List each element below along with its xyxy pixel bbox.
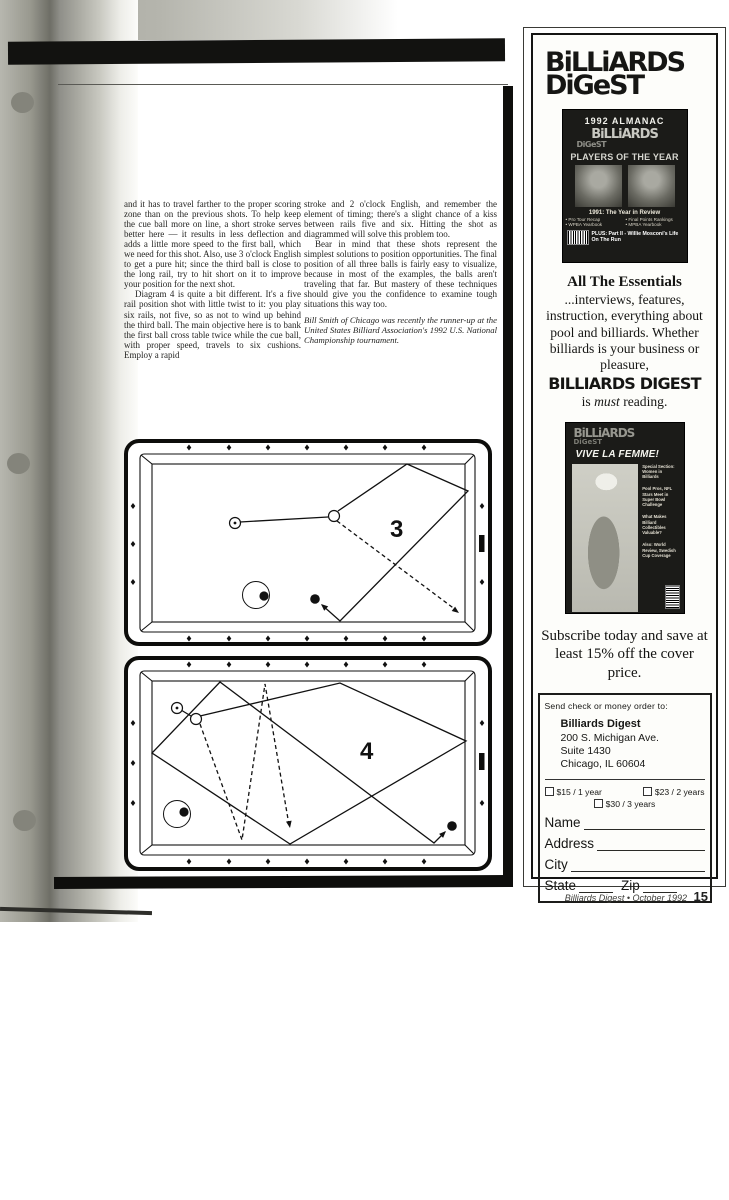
almanac-bullet: • Final Points Rankings <box>625 217 673 223</box>
article-paragraph: stroke and 2 o'clock English, and remember the element of timing; there's a slight chance of a kiss between rails five and six. Hitting the shot as diagrammed will solve this problem too. <box>304 199 497 240</box>
almanac-plus-line: PLUS: Part II - Willie Mosconi's Life On The Run <box>591 230 679 243</box>
address-line: 200 S. Michigan Ave. <box>560 731 659 744</box>
city-label: City <box>544 856 568 872</box>
almanac-header: 1992 ALMANAC <box>584 116 665 127</box>
diagram-number: 3 <box>390 516 404 543</box>
article-paragraph: and it has to travel farther to the proper scoring zone than on the previous shots. To help keep the cue ball more on line, a short stroke serves better here — it results in less deflection and adds a little more speed to the first ball, which we need for this shot. Also, use 3 o'clock English to get a pure hit; since the third ball is close to the long rail, try to hit short on it to improve your position for the next shot. <box>124 199 301 290</box>
almanac-bullet: • WPBA Yearbook <box>565 222 603 228</box>
third-ball <box>259 591 268 600</box>
almanac-bullet: • Pro Tour Recap <box>565 217 601 223</box>
page-footer <box>565 889 708 904</box>
scan-black-bar-top <box>8 38 505 64</box>
name-label: Name <box>544 814 581 830</box>
zip-label: Zip <box>621 877 640 893</box>
checkbox-3-years <box>594 799 603 808</box>
footer-issue-text: Billiards Digest • October 1992 <box>564 893 688 903</box>
players-photos <box>563 165 687 207</box>
name-blank-line <box>584 817 705 830</box>
object-ball <box>329 511 340 522</box>
almanac-cover-image <box>562 109 688 263</box>
article-column-left <box>124 199 301 360</box>
rail-marker <box>479 535 485 552</box>
address-field-row <box>545 836 705 851</box>
article-paragraph: Diagram 4 is quite a bit different. It's a five rail position shot with little twist to it: you play six rails, not five, so as not to wind up behind the third ball. The main objective here is to bank the first ball cross table twice while the cue ball, with proper speed, travels to six cushions. Employ a rapid <box>124 289 301 360</box>
option-3-years: $30 / 3 years <box>594 799 656 809</box>
form-divider <box>545 779 705 780</box>
barcode <box>567 230 589 245</box>
send-to-label: Send check or money order to: <box>544 700 668 711</box>
city-blank-line <box>571 859 705 872</box>
almanac-bullets <box>566 217 684 227</box>
article-paragraph: Bear in mind that these shots represent the simplest solutions to position opportunities. The final position of all three balls is fairly easy to visualize, because in most of the examples, the balls aren't traveling that far. But mastery of these techniques should give you the confidence to examine tough situations this way too. <box>304 239 497 310</box>
essentials-tail: is must reading. <box>581 393 668 409</box>
page-edge-line <box>58 84 508 85</box>
second-ball <box>447 821 457 831</box>
binder-hole <box>13 810 36 831</box>
address-blank-line <box>597 838 704 851</box>
subscribe-copy: Subscribe today and save at least 15% off the cover price. <box>541 627 708 682</box>
almanac-logo-sub: DiGeST <box>576 140 607 150</box>
review-title: 1991: The Year in Review <box>588 210 661 217</box>
second-ball <box>310 594 320 604</box>
binder-hole <box>11 92 34 113</box>
player-photo <box>628 165 675 207</box>
object-ball <box>191 714 202 725</box>
diagram-4-billiard-table <box>122 656 510 878</box>
cover-line: What Makes Billiard Collectibles Valuable? <box>642 514 667 536</box>
state-label: State <box>544 877 577 893</box>
order-form <box>538 693 712 903</box>
address-line: Suite 1430 <box>560 744 611 757</box>
article-column-right <box>304 199 497 345</box>
almanac-bullet: • MPBA Yearbook <box>625 222 662 228</box>
almanac-logo: BiLLiARDS <box>591 127 658 143</box>
mailing-address <box>561 718 705 771</box>
essentials-copy <box>533 274 716 409</box>
logo-line2: DiGeST <box>545 70 644 102</box>
barcode <box>665 585 680 609</box>
cover-line: Pool Pros, NFL Stars Meet in Super Bowl Challenge <box>642 486 673 508</box>
essentials-title: All The Essentials <box>567 274 682 291</box>
rail-marker <box>479 753 485 770</box>
city-field-row <box>545 857 705 872</box>
binder-hole <box>7 453 30 474</box>
third-ball <box>179 807 188 816</box>
author-bio: Bill Smith of Chicago was recently the runner-up at the United States Billiard Association's 1992 U.S. National Championship tournament. <box>304 314 497 345</box>
name-field-row <box>545 815 705 830</box>
cover-line: Special Section: Women in Billiards <box>642 463 675 480</box>
company-name: Billiards Digest <box>560 717 641 730</box>
femme-cover-image <box>565 422 685 614</box>
cover-line: Also: World Review, Swedish Cup Coverage <box>642 542 676 558</box>
option-2-years: $23 / 2 years <box>643 787 705 797</box>
billiards-digest-ad <box>531 33 718 893</box>
victorian-woman-illustration <box>572 464 639 612</box>
essentials-brand: BILLIARDS DIGEST <box>548 373 701 393</box>
footer-page-number: 15 <box>693 889 708 904</box>
femme-logo-sub: DiGeST <box>573 437 603 446</box>
diagram-number: 4 <box>360 738 374 765</box>
femme-logo: BiLLiARDS <box>573 425 635 440</box>
essentials-body: ...interviews, features, instruction, everything about pool and billiards. Whether billiards is your business or pleasure, <box>546 292 703 372</box>
femme-headline: VIVE LA FEMME! <box>575 448 660 460</box>
option-1-year: $15 / 1 year <box>545 787 602 797</box>
logo-line1: BiLLiARDS <box>545 47 685 78</box>
diagram-3-billiard-table <box>122 439 510 654</box>
address-line: Chicago, IL 60604 <box>560 757 646 770</box>
almanac-title: PLAYERS OF THE YEAR <box>570 152 679 163</box>
player-photo <box>575 165 622 207</box>
checkbox-2-years <box>643 787 652 796</box>
billiards-digest-logo <box>545 47 716 102</box>
checkbox-1-year <box>545 787 554 796</box>
address-label: Address <box>544 835 595 851</box>
